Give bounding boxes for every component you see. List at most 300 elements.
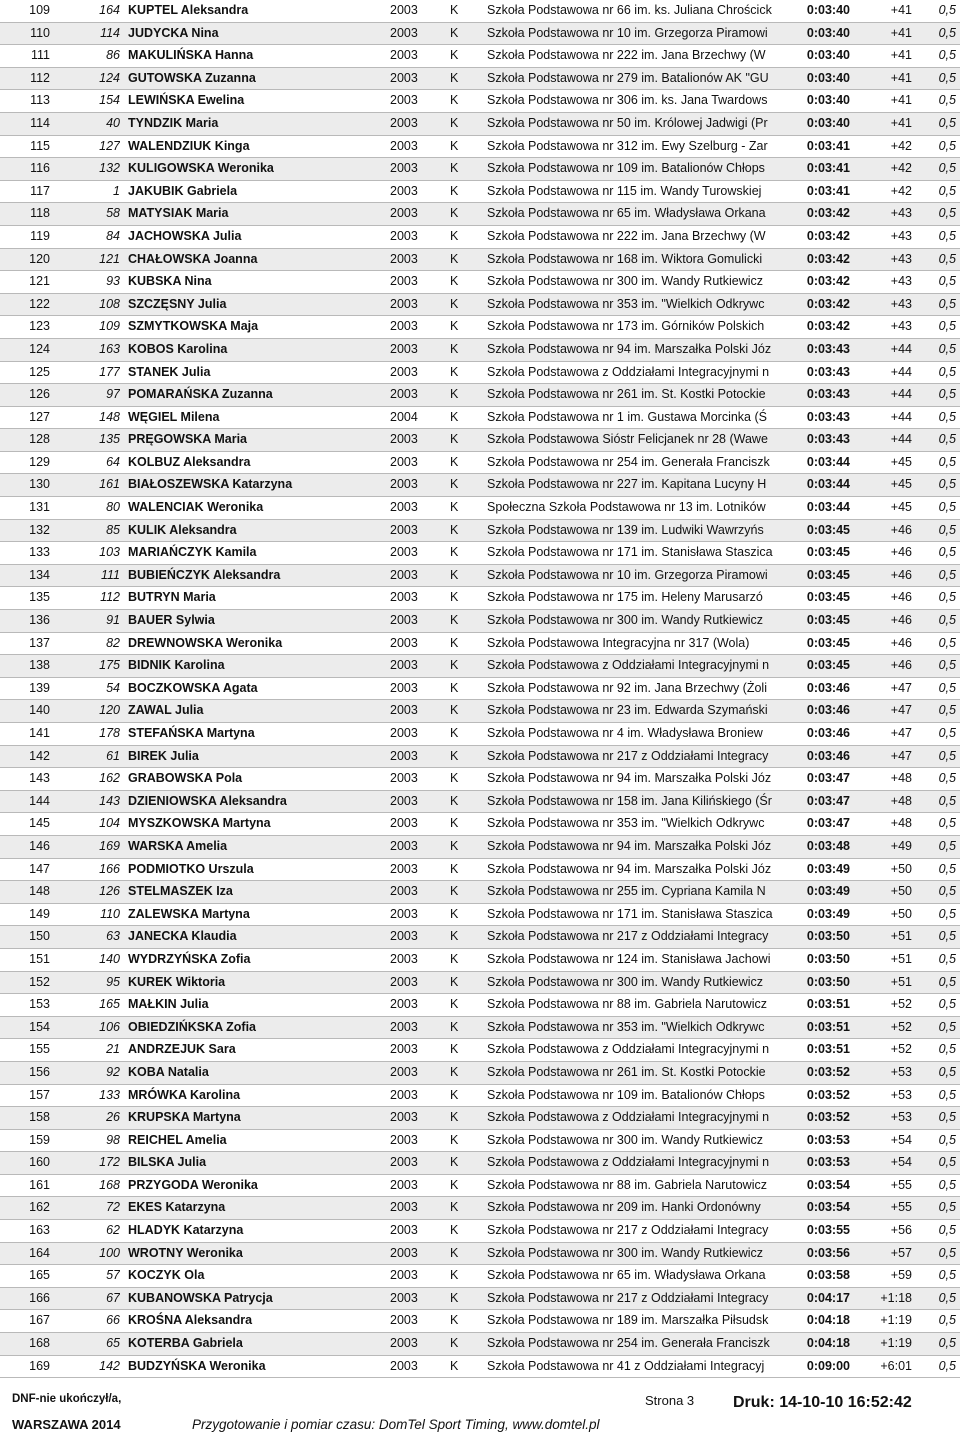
points-cell: 0,5 [938, 1132, 956, 1147]
birth-year-cell: 2003 [390, 613, 418, 628]
table-row [0, 90, 960, 113]
category-cell: K [450, 974, 459, 989]
birth-year-cell: 2003 [390, 522, 418, 537]
school-cell: Szkoła Podstawowa nr 300 im. Wandy Rutkiewicz [487, 613, 764, 628]
category-cell: K [450, 319, 459, 334]
points-cell: 0,5 [938, 1223, 956, 1238]
points-cell: 0,5 [938, 228, 956, 243]
bib-number-cell: 110 [100, 906, 120, 921]
points-cell: 0,5 [938, 1245, 956, 1260]
points-cell: 0,5 [938, 816, 956, 831]
time-gap-cell: +47 [890, 703, 912, 718]
school-cell: Szkoła Podstawowa nr 217 z Oddziałami Integracy [487, 1223, 769, 1238]
table-row [0, 113, 960, 136]
finish-time-cell: 0:03:41 [806, 183, 850, 198]
table-row [0, 1152, 960, 1175]
time-gap-cell: +44 [890, 387, 912, 402]
bib-number-cell: 133 [99, 1087, 120, 1102]
category-cell: K [450, 454, 459, 469]
time-gap-cell: +46 [890, 567, 912, 582]
place-cell: 122 [29, 296, 50, 311]
birth-year-cell: 2003 [390, 1019, 418, 1034]
school-cell: Szkoła Podstawowa nr 158 im. Jana Kilińskiego (Śr [487, 793, 772, 808]
finish-time-cell: 0:03:45 [806, 590, 850, 605]
table-row [0, 813, 960, 836]
finish-time-cell: 0:04:18 [806, 1313, 850, 1328]
category-cell: K [450, 635, 459, 650]
school-cell: Szkoła Podstawowa nr 306 im. ks. Jana Twardows [487, 93, 768, 108]
school-cell: Szkoła Podstawowa nr 300 im. Wandy Rutkiewicz [487, 1245, 764, 1260]
place-cell: 134 [29, 567, 50, 582]
finish-time-cell: 0:03:56 [806, 1245, 850, 1260]
bib-number-cell: 21 [106, 1042, 120, 1057]
athlete-name-cell: BIAŁOSZEWSKA Katarzyna [128, 477, 293, 492]
finish-time-cell: 0:03:49 [806, 861, 850, 876]
athlete-name-cell: MYSZKOWSKA Martyna [128, 816, 271, 831]
points-cell: 0,5 [938, 183, 956, 198]
table-row [0, 1062, 960, 1085]
bib-number-cell: 104 [99, 816, 120, 831]
category-cell: K [450, 296, 459, 311]
time-gap-cell: +52 [890, 1042, 912, 1057]
table-row [0, 520, 960, 543]
birth-year-cell: 2003 [390, 1290, 418, 1305]
points-cell: 0,5 [938, 25, 956, 40]
school-cell: Szkoła Podstawowa nr 279 im. Batalionów AK "GU [487, 70, 769, 85]
finish-time-cell: 0:03:40 [806, 48, 850, 63]
points-cell: 0,5 [938, 1290, 956, 1305]
time-gap-cell: +43 [890, 206, 912, 221]
points-cell: 0,5 [938, 545, 956, 560]
athlete-name-cell: BIREK Julia [128, 748, 199, 763]
finish-time-cell: 0:03:42 [806, 251, 850, 266]
category-cell: K [450, 861, 459, 876]
athlete-name-cell: BOCZKOWSKA Agata [128, 680, 258, 695]
page-number: Strona 3 [645, 1393, 695, 1408]
athlete-name-cell: WARSKA Amelia [128, 838, 228, 853]
athlete-name-cell: PODMIOTKO Urszula [128, 861, 254, 876]
category-cell: K [450, 884, 459, 899]
birth-year-cell: 2003 [390, 364, 418, 379]
school-cell: Szkoła Podstawowa z Oddziałami Integracyjnymi n [487, 1042, 770, 1057]
school-cell: Szkoła Podstawowa z Oddziałami Integracyjnymi n [487, 1155, 770, 1170]
place-cell: 160 [29, 1155, 50, 1170]
school-cell: Społeczna Szkoła Podstawowa nr 13 im. Lotników [487, 500, 766, 515]
finish-time-cell: 0:03:45 [806, 613, 850, 628]
bib-number-cell: 72 [106, 1200, 120, 1215]
table-row [0, 859, 960, 882]
finish-time-cell: 0:03:55 [806, 1223, 850, 1238]
bib-number-cell: 108 [99, 296, 120, 311]
table-row [0, 1220, 960, 1243]
school-cell: Szkoła Podstawowa nr 300 im. Wandy Rutkiewicz [487, 974, 764, 989]
category-cell: K [450, 726, 459, 740]
points-cell: 0,5 [938, 793, 956, 808]
place-cell: 138 [29, 658, 50, 673]
time-gap-cell: +46 [890, 658, 912, 673]
place-cell: 117 [30, 183, 50, 198]
athlete-name-cell: KOLBUZ Aleksandra [128, 454, 251, 469]
time-gap-cell: +51 [890, 974, 912, 989]
category-cell: K [450, 500, 459, 515]
school-cell: Szkoła Podstawowa nr 94 im. Marszałka Polski Józ [487, 771, 772, 786]
finish-time-cell: 0:03:51 [806, 1019, 850, 1034]
finish-time-cell: 0:03:50 [806, 951, 850, 966]
time-gap-cell: +46 [890, 635, 912, 650]
school-cell: Szkoła Podstawowa z Oddziałami Integracyjnymi n [487, 364, 770, 379]
place-cell: 109 [29, 3, 50, 17]
athlete-name-cell: STEFAŃSKA Martyna [128, 726, 255, 740]
timing-credit: Przygotowanie i pomiar czasu: DomTel Sport Timing, www.domtel.pl [192, 1417, 600, 1432]
points-cell: 0,5 [938, 884, 956, 899]
table-row [0, 339, 960, 362]
bib-number-cell: 40 [106, 115, 120, 130]
school-cell: Szkoła Podstawowa nr 171 im. Stanisława Staszica [487, 545, 773, 560]
bib-number-cell: 162 [99, 771, 120, 786]
time-gap-cell: +56 [890, 1223, 912, 1238]
place-cell: 133 [29, 545, 50, 560]
table-row [0, 542, 960, 565]
athlete-name-cell: JANECKA Klaudia [128, 929, 237, 944]
athlete-name-cell: KOTERBA Gabriela [128, 1336, 243, 1351]
place-cell: 112 [30, 70, 50, 85]
bib-number-cell: 62 [106, 1223, 120, 1238]
time-gap-cell: +57 [890, 1245, 912, 1260]
time-gap-cell: +41 [890, 25, 912, 40]
table-row [0, 0, 960, 23]
place-cell: 166 [29, 1290, 50, 1305]
finish-time-cell: 0:03:40 [806, 25, 850, 40]
table-row [0, 136, 960, 159]
category-cell: K [450, 183, 459, 198]
place-cell: 144 [29, 793, 50, 808]
table-row [0, 271, 960, 294]
category-cell: K [450, 161, 459, 176]
bib-number-cell: 64 [106, 454, 120, 469]
event-city: WARSZAWA 2014 [12, 1417, 121, 1432]
bib-number-cell: 164 [99, 3, 120, 17]
bib-number-cell: 172 [99, 1155, 120, 1170]
school-cell: Szkoła Podstawowa z Oddziałami Integracyjnymi n [487, 658, 770, 673]
school-cell: Szkoła Podstawowa nr 217 z Oddziałami Integracy [487, 1290, 769, 1305]
place-cell: 128 [29, 432, 50, 447]
bib-number-cell: 177 [99, 364, 120, 379]
table-row [0, 1288, 960, 1311]
athlete-name-cell: KULIK Aleksandra [128, 522, 237, 537]
place-cell: 164 [29, 1245, 50, 1260]
points-cell: 0,5 [938, 1064, 956, 1079]
table-row [0, 1356, 960, 1379]
place-cell: 123 [29, 319, 50, 334]
points-cell: 0,5 [938, 861, 956, 876]
birth-year-cell: 2003 [390, 1155, 418, 1170]
points-cell: 0,5 [938, 974, 956, 989]
finish-time-cell: 0:03:50 [806, 974, 850, 989]
school-cell: Szkoła Podstawowa nr 189 im. Marszałka Piłsudsk [487, 1313, 769, 1328]
table-row [0, 1243, 960, 1266]
time-gap-cell: +41 [890, 3, 912, 17]
bib-number-cell: 124 [99, 70, 120, 85]
finish-time-cell: 0:03:44 [806, 477, 850, 492]
place-cell: 120 [29, 251, 50, 266]
table-row [0, 181, 960, 204]
time-gap-cell: +44 [890, 341, 912, 356]
finish-time-cell: 0:09:00 [806, 1358, 850, 1373]
athlete-name-cell: PRĘGOWSKA Maria [128, 432, 248, 447]
bib-number-cell: 58 [106, 206, 120, 221]
points-cell: 0,5 [938, 70, 956, 85]
athlete-name-cell: ANDRZEJUK Sara [128, 1042, 236, 1057]
birth-year-cell: 2003 [390, 951, 418, 966]
athlete-name-cell: GRABOWSKA Pola [128, 771, 243, 786]
birth-year-cell: 2003 [390, 974, 418, 989]
bib-number-cell: 135 [99, 432, 120, 447]
place-cell: 152 [29, 974, 50, 989]
place-cell: 136 [29, 613, 50, 628]
category-cell: K [450, 1087, 459, 1102]
table-row [0, 565, 960, 588]
place-cell: 111 [30, 48, 50, 63]
points-cell: 0,5 [938, 1042, 956, 1057]
athlete-name-cell: STANEK Julia [128, 364, 211, 379]
category-cell: K [450, 1358, 459, 1373]
athlete-name-cell: BUDZYŃSKA Weronika [128, 1358, 266, 1373]
place-cell: 147 [29, 861, 50, 876]
birth-year-cell: 2003 [390, 93, 418, 108]
finish-time-cell: 0:03:54 [806, 1177, 850, 1192]
table-row [0, 994, 960, 1017]
finish-time-cell: 0:03:40 [806, 70, 850, 85]
category-cell: K [450, 838, 459, 853]
birth-year-cell: 2003 [390, 454, 418, 469]
time-gap-cell: +50 [890, 861, 912, 876]
bib-number-cell: 169 [99, 838, 120, 853]
birth-year-cell: 2003 [390, 115, 418, 130]
points-cell: 0,5 [938, 1155, 956, 1170]
school-cell: Szkoła Podstawowa nr 217 z Oddziałami Integracy [487, 929, 769, 944]
table-row [0, 1017, 960, 1040]
school-cell: Szkoła Podstawowa nr 41 z Oddziałami Integracyj [487, 1358, 765, 1373]
time-gap-cell: +45 [890, 477, 912, 492]
birth-year-cell: 2003 [390, 884, 418, 899]
finish-time-cell: 0:03:51 [806, 1042, 850, 1057]
finish-time-cell: 0:03:45 [806, 635, 850, 650]
table-row [0, 407, 960, 430]
time-gap-cell: +41 [890, 93, 912, 108]
birth-year-cell: 2003 [390, 1200, 418, 1215]
place-cell: 156 [29, 1064, 50, 1079]
time-gap-cell: +46 [890, 522, 912, 537]
birth-year-cell: 2003 [390, 319, 418, 334]
birth-year-cell: 2003 [390, 3, 418, 17]
table-row [0, 497, 960, 520]
points-cell: 0,5 [938, 319, 956, 334]
points-cell: 0,5 [938, 1358, 956, 1373]
table-row [0, 926, 960, 949]
school-cell: Szkoła Podstawowa nr 300 im. Wandy Rutkiewicz [487, 274, 764, 289]
place-cell: 114 [30, 115, 50, 130]
school-cell: Szkoła Podstawowa nr 261 im. St. Kostki Potockie [487, 387, 766, 402]
dnf-note: DNF-nie ukończył/a, [12, 1393, 122, 1405]
category-cell: K [450, 997, 459, 1012]
category-cell: K [450, 567, 459, 582]
school-cell: Szkoła Podstawowa nr 92 im. Jana Brzechwy (Żoli [487, 680, 767, 695]
table-row [0, 768, 960, 791]
page-footer [0, 1380, 960, 1435]
athlete-name-cell: KULIGOWSKA Weronika [128, 161, 274, 176]
table-row [0, 474, 960, 497]
place-cell: 132 [29, 522, 50, 537]
school-cell: Szkoła Podstawowa nr 261 im. St. Kostki Potockie [487, 1064, 766, 1079]
category-cell: K [450, 1019, 459, 1034]
birth-year-cell: 2003 [390, 590, 418, 605]
birth-year-cell: 2003 [390, 25, 418, 40]
birth-year-cell: 2003 [390, 997, 418, 1012]
bib-number-cell: 63 [106, 929, 120, 944]
finish-time-cell: 0:03:50 [806, 929, 850, 944]
bib-number-cell: 165 [99, 997, 120, 1012]
athlete-name-cell: STELMASZEK Iza [128, 884, 233, 899]
school-cell: Szkoła Podstawowa nr 312 im. Ewy Szelburg - Zar [487, 138, 768, 153]
birth-year-cell: 2003 [390, 1268, 418, 1283]
points-cell: 0,5 [938, 432, 956, 447]
bib-number-cell: 140 [99, 951, 120, 966]
bib-number-cell: 91 [106, 613, 120, 628]
points-cell: 0,5 [938, 48, 956, 63]
birth-year-cell: 2003 [390, 1132, 418, 1147]
bib-number-cell: 97 [106, 387, 120, 402]
bib-number-cell: 82 [106, 635, 120, 650]
category-cell: K [450, 70, 459, 85]
finish-time-cell: 0:03:54 [806, 1200, 850, 1215]
time-gap-cell: +44 [890, 432, 912, 447]
points-cell: 0,5 [938, 748, 956, 763]
points-cell: 0,5 [938, 364, 956, 379]
category-cell: K [450, 1313, 459, 1328]
birth-year-cell: 2003 [390, 477, 418, 492]
bib-number-cell: 85 [106, 522, 120, 537]
athlete-name-cell: WALENDZIUK Kinga [128, 138, 250, 153]
bib-number-cell: 103 [99, 545, 120, 560]
time-gap-cell: +42 [890, 183, 912, 198]
time-gap-cell: +48 [890, 771, 912, 786]
points-cell: 0,5 [938, 635, 956, 650]
category-cell: K [450, 793, 459, 808]
points-cell: 0,5 [938, 726, 956, 740]
time-gap-cell: +53 [890, 1064, 912, 1079]
points-cell: 0,5 [938, 341, 956, 356]
table-row [0, 904, 960, 927]
time-gap-cell: +45 [890, 454, 912, 469]
school-cell: Szkoła Podstawowa nr 222 im. Jana Brzechwy (W [487, 48, 766, 63]
table-row [0, 68, 960, 91]
time-gap-cell: +41 [890, 48, 912, 63]
place-cell: 169 [29, 1358, 50, 1373]
place-cell: 130 [29, 477, 50, 492]
school-cell: Szkoła Podstawowa nr 23 im. Edwarda Szymański [487, 703, 768, 718]
finish-time-cell: 0:03:46 [806, 748, 850, 763]
school-cell: Szkoła Podstawowa nr 217 z Oddziałami Integracy [487, 748, 769, 763]
athlete-name-cell: ZALEWSKA Martyna [128, 906, 250, 921]
category-cell: K [450, 251, 459, 266]
bib-number-cell: 143 [99, 793, 120, 808]
category-cell: K [450, 228, 459, 243]
finish-time-cell: 0:03:52 [806, 1110, 850, 1125]
athlete-name-cell: WALENCIAK Weronika [128, 500, 264, 515]
school-cell: Szkoła Podstawowa nr 4 im. Władysława Broniew [487, 726, 763, 740]
birth-year-cell: 2003 [390, 70, 418, 85]
category-cell: K [450, 771, 459, 786]
finish-time-cell: 0:03:53 [806, 1155, 850, 1170]
table-row [0, 610, 960, 633]
athlete-name-cell: KRUPSKA Martyna [128, 1110, 241, 1125]
school-cell: Szkoła Podstawowa nr 139 im. Ludwiki Wawrzyńs [487, 522, 764, 537]
birth-year-cell: 2003 [390, 1358, 418, 1373]
finish-time-cell: 0:03:42 [806, 296, 850, 311]
bib-number-cell: 54 [106, 680, 120, 695]
points-cell: 0,5 [938, 997, 956, 1012]
table-row [0, 1085, 960, 1108]
place-cell: 154 [29, 1019, 50, 1034]
time-gap-cell: +48 [890, 816, 912, 831]
school-cell: Szkoła Podstawowa nr 94 im. Marszałka Polski Józ [487, 838, 772, 853]
points-cell: 0,5 [938, 206, 956, 221]
birth-year-cell: 2003 [390, 771, 418, 786]
bib-number-cell: 57 [106, 1268, 120, 1283]
athlete-name-cell: JAKUBIK Gabriela [128, 183, 238, 198]
place-cell: 148 [29, 884, 50, 899]
birth-year-cell: 2003 [390, 1087, 418, 1102]
bib-number-cell: 127 [99, 138, 120, 153]
place-cell: 124 [29, 341, 50, 356]
place-cell: 145 [29, 816, 50, 831]
print-timestamp: Druk: 14-10-10 16:52:42 [733, 1394, 912, 1411]
points-cell: 0,5 [938, 771, 956, 786]
school-cell: Szkoła Podstawowa nr 168 im. Wiktora Gomulicki [487, 251, 763, 266]
bib-number-cell: 80 [106, 500, 120, 515]
finish-time-cell: 0:03:58 [806, 1268, 850, 1283]
place-cell: 140 [29, 703, 50, 718]
birth-year-cell: 2003 [390, 838, 418, 853]
category-cell: K [450, 138, 459, 153]
category-cell: K [450, 1042, 459, 1057]
bib-number-cell: 168 [99, 1177, 120, 1192]
points-cell: 0,5 [938, 1268, 956, 1283]
category-cell: K [450, 1245, 459, 1260]
athlete-name-cell: BILSKA Julia [128, 1155, 207, 1170]
time-gap-cell: +55 [890, 1200, 912, 1215]
finish-time-cell: 0:03:41 [806, 161, 850, 176]
points-cell: 0,5 [938, 1336, 956, 1351]
school-cell: Szkoła Podstawowa Sióstr Felicjanek nr 28 (Wawe [487, 432, 768, 447]
category-cell: K [450, 1155, 459, 1170]
category-cell: K [450, 590, 459, 605]
birth-year-cell: 2003 [390, 1336, 418, 1351]
category-cell: K [450, 1290, 459, 1305]
time-gap-cell: +44 [890, 409, 912, 424]
category-cell: K [450, 1132, 459, 1147]
place-cell: 135 [29, 590, 50, 605]
finish-time-cell: 0:03:40 [806, 3, 850, 17]
category-cell: K [450, 48, 459, 63]
table-row [0, 384, 960, 407]
table-row [0, 1039, 960, 1062]
birth-year-cell: 2004 [390, 409, 418, 424]
bib-number-cell: 61 [106, 748, 120, 763]
birth-year-cell: 2003 [390, 341, 418, 356]
athlete-name-cell: MARIAŃCZYK Kamila [128, 545, 257, 560]
points-cell: 0,5 [938, 161, 956, 176]
